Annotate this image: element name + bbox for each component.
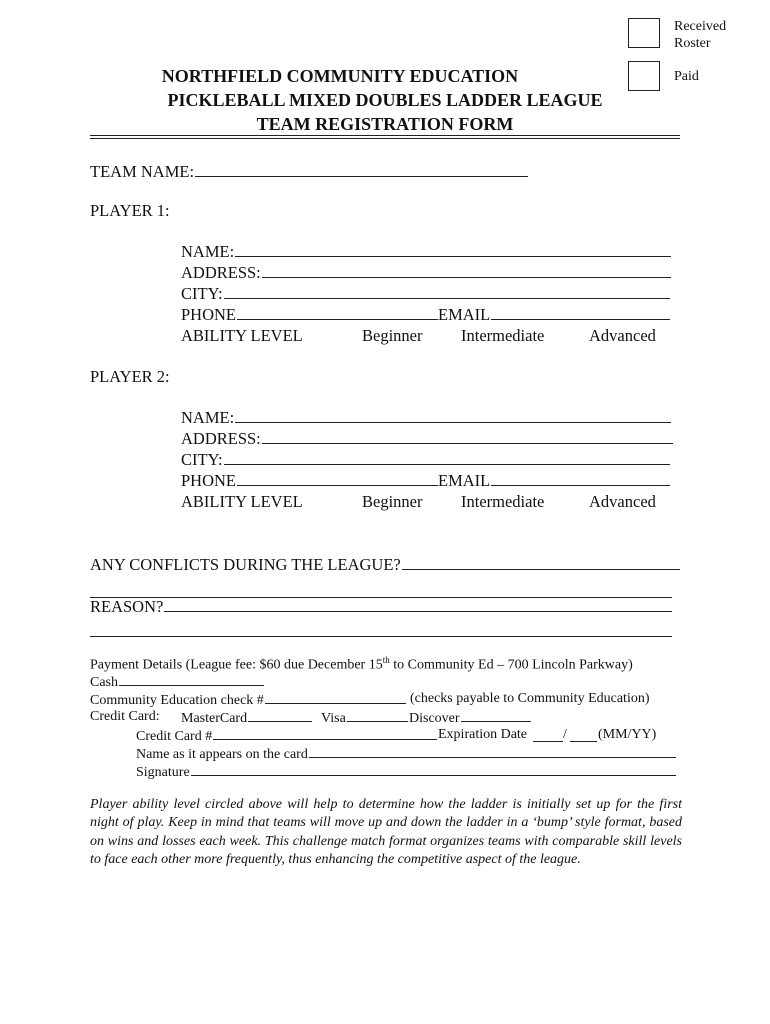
expiration-format: (MM/YY) — [598, 727, 657, 742]
paid-label: Paid — [674, 69, 699, 84]
check-number-field[interactable]: Community Education check # — [90, 691, 406, 709]
player1-email-field[interactable]: EMAIL — [438, 305, 670, 325]
ability-level-note: Player ability level circled above will help to determine how the ladder is initially set up for the first night of play. Keep in mind that teams will move up and down the ladder in a ‘bump’ style format, based on wins and losses each week. This challenge match format organizes teams with comparable skill levels to face each other more frequently, thus enhancing the competitive aspect of the league. — [90, 797, 682, 867]
player1-heading: PLAYER 1: — [90, 201, 170, 220]
player2-name-field[interactable]: NAME: — [181, 408, 671, 428]
received-roster-label: Received Roster — [674, 19, 727, 51]
player1-level-intermediate[interactable]: Intermediate — [461, 326, 545, 345]
discover-field[interactable]: Discover — [409, 709, 531, 727]
player2-city-field[interactable]: CITY: — [181, 450, 670, 470]
player2-level-beginner[interactable]: Beginner — [362, 492, 423, 511]
reason-extra-line[interactable] — [90, 636, 672, 637]
paid-checkbox[interactable] — [628, 61, 660, 91]
expiration-separator: / — [563, 727, 567, 742]
player1-address-field[interactable]: ADDRESS: — [181, 263, 671, 283]
payment-details: Payment Details (League fee: $60 due December 15th to Community Ed – 700 Lincoln Parkway) — [90, 655, 633, 673]
conflicts-field[interactable]: ANY CONFLICTS DURING THE LEAGUE? — [90, 555, 680, 575]
received-roster-checkbox[interactable] — [628, 18, 660, 48]
signature-field[interactable]: Signature — [136, 763, 676, 781]
form-title: TEAM REGISTRATION FORM — [256, 114, 514, 134]
player2-level-advanced[interactable]: Advanced — [589, 492, 656, 511]
player1-city-field[interactable]: CITY: — [181, 284, 670, 304]
expiration-year-field[interactable] — [570, 741, 597, 742]
credit-card-label: Credit Card: — [90, 709, 160, 724]
player2-address-field[interactable]: ADDRESS: — [181, 429, 673, 449]
player1-ability-label: ABILITY LEVEL — [181, 326, 303, 345]
player2-level-intermediate[interactable]: Intermediate — [461, 492, 545, 511]
player2-ability-label: ABILITY LEVEL — [181, 492, 303, 511]
player1-level-advanced[interactable]: Advanced — [589, 326, 656, 345]
player1-phone-field[interactable]: PHONE — [181, 305, 438, 325]
team-name-field[interactable]: TEAM NAME: — [90, 162, 528, 182]
mastercard-field[interactable]: MasterCard — [181, 709, 312, 727]
header-rule-top — [90, 135, 680, 136]
visa-field[interactable]: Visa — [321, 709, 408, 727]
reason-field[interactable]: REASON? — [90, 597, 672, 617]
header-rule-bottom — [90, 138, 680, 139]
player2-email-field[interactable]: EMAIL — [438, 471, 670, 491]
expiration-label: Expiration Date — [438, 727, 528, 742]
card-number-field[interactable]: Credit Card # — [136, 727, 437, 745]
cash-field[interactable]: Cash — [90, 673, 264, 691]
player2-heading: PLAYER 2: — [90, 367, 170, 386]
player2-phone-field[interactable]: PHONE — [181, 471, 438, 491]
player1-name-field[interactable]: NAME: — [181, 242, 671, 262]
league-title: PICKLEBALL MIXED DOUBLES LADDER LEAGUE — [167, 90, 603, 110]
check-note: (checks payable to Community Education) — [410, 691, 650, 706]
name-on-card-field[interactable]: Name as it appears on the card — [136, 745, 676, 763]
expiration-month-field[interactable] — [533, 741, 563, 742]
org-title: NORTHFIELD COMMUNITY EDUCATION — [161, 66, 519, 86]
player1-level-beginner[interactable]: Beginner — [362, 326, 423, 345]
